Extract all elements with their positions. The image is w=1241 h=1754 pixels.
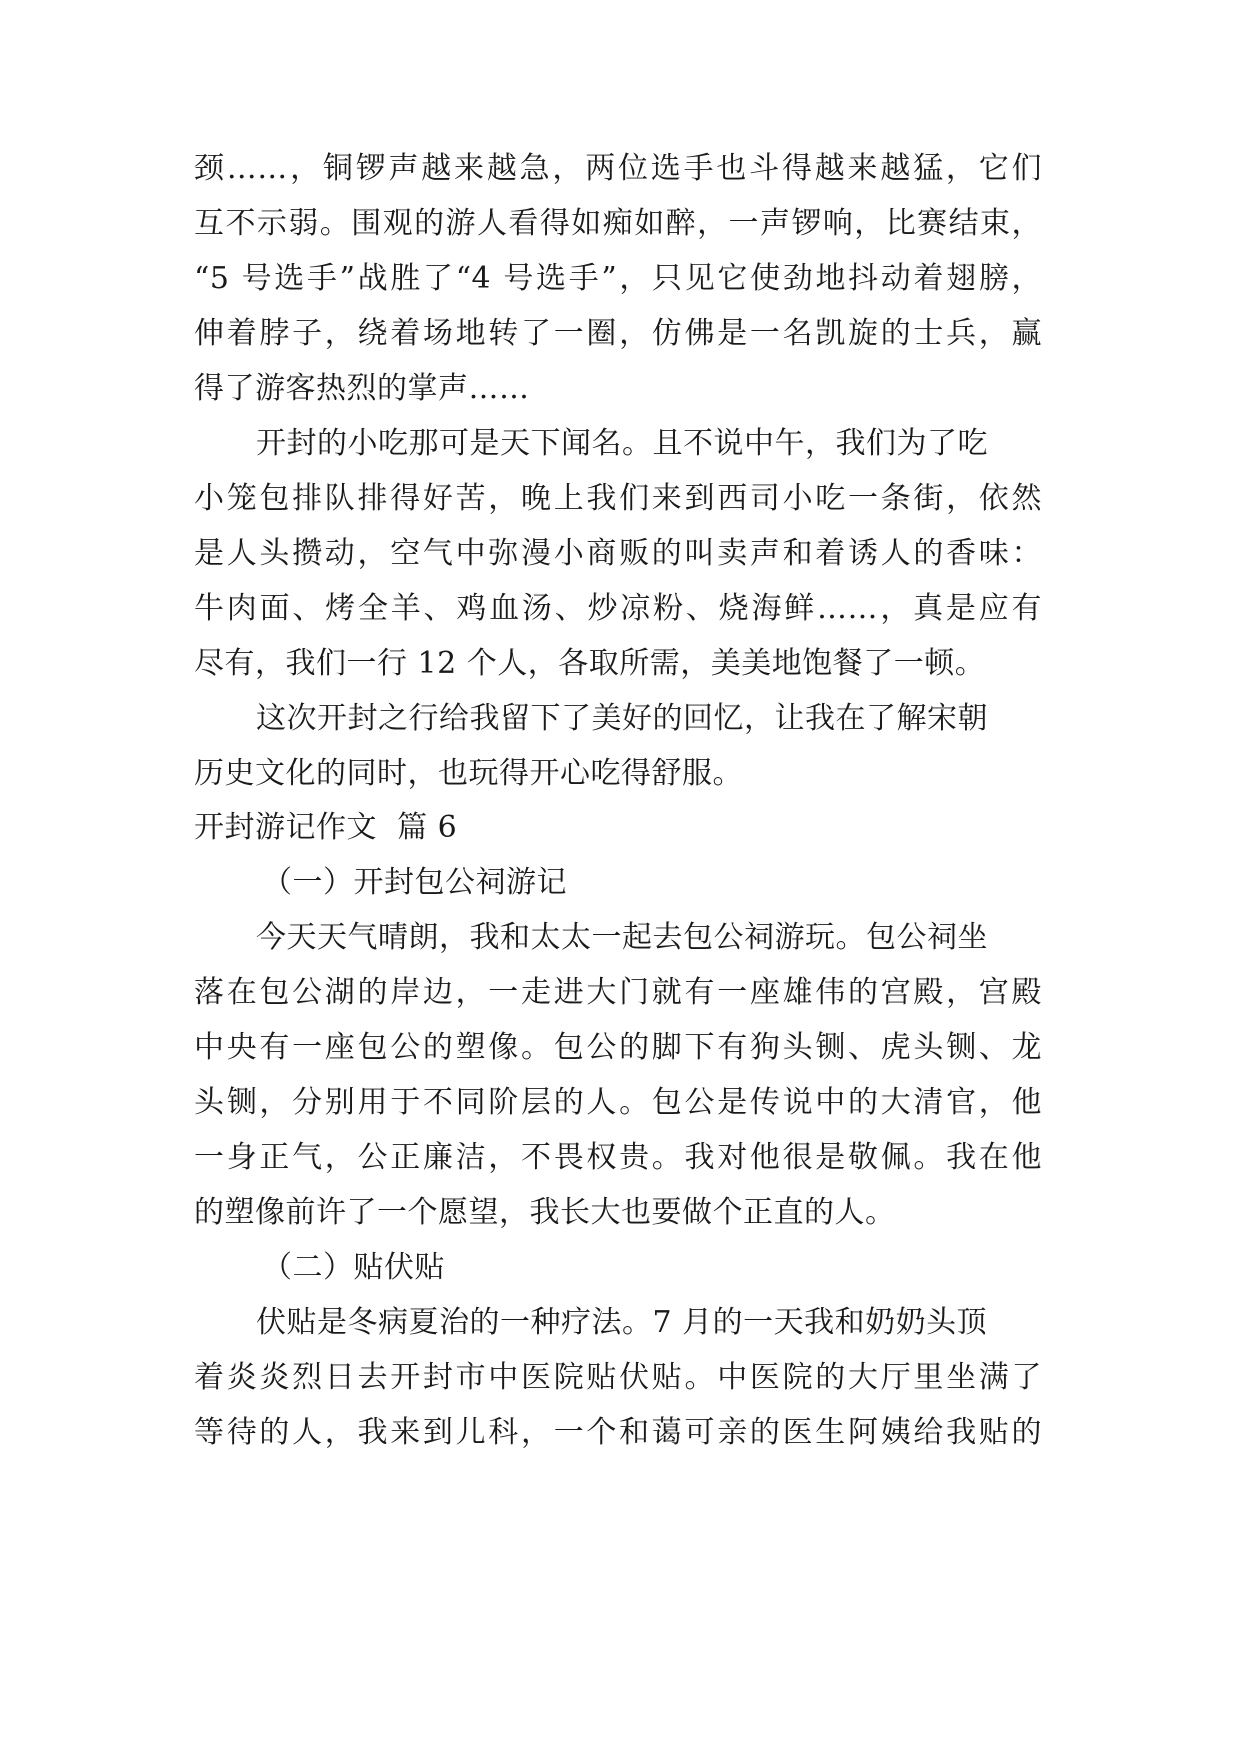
section-title: （二）贴伏贴 — [262, 1250, 445, 1285]
text-line: 颈……，铜锣声越来越急，两位选手也斗得越来越猛，它们 — [194, 151, 1042, 186]
text-line: 这次开封之行给我留下了美好的回忆，让我在了解宋朝 — [256, 701, 988, 736]
text-line: 一身正气，公正廉洁，不畏权贵。我对他很是敬佩。我在他 — [194, 1140, 1042, 1175]
text-line: 尽有，我们一行 12 个人，各取所需，美美地饱餐了一顿。 — [194, 646, 986, 681]
text-line: 得了游客热烈的掌声…… — [194, 371, 530, 406]
text-line: 历史文化的同时，也玩得开心吃得舒服。 — [194, 756, 743, 791]
text-line: 小笼包排队排得好苦，晚上我们来到西司小吃一条街，依然 — [194, 481, 1042, 516]
essay-heading: 开封游记作文 篇 6 — [194, 810, 458, 845]
text-line: 的塑像前许了一个愿望，我长大也要做个正直的人。 — [194, 1195, 896, 1230]
text-line: 伏贴是冬病夏治的一种疗法。7 月的一天我和奶奶头顶 — [256, 1305, 988, 1340]
section-title: （一）开封包公祠游记 — [262, 865, 567, 900]
text-line: 牛肉面、烤全羊、鸡血汤、炒凉粉、烧海鲜……，真是应有 — [194, 591, 1042, 626]
text-line: 是人头攒动，空气中弥漫小商贩的叫卖声和着诱人的香味： — [194, 536, 1042, 571]
text-line: 中央有一座包公的塑像。包公的脚下有狗头铡、虎头铡、龙 — [194, 1030, 1042, 1065]
text-line: 落在包公湖的岸边，一走进大门就有一座雄伟的宫殿，宫殿 — [194, 975, 1042, 1010]
text-line: 等待的人，我来到儿科，一个和蔼可亲的医生阿姨给我贴的 — [194, 1415, 1042, 1450]
text-line: 伸着脖子，绕着场地转了一圈，仿佛是一名凯旋的士兵，赢 — [194, 316, 1042, 351]
text-line: 互不示弱。围观的游人看得如痴如醉，一声锣响，比赛结束， — [194, 206, 1042, 241]
text-line: 开封的小吃那可是天下闻名。且不说中午，我们为了吃 — [256, 426, 988, 461]
text-line: 今天天气晴朗，我和太太一起去包公祠游玩。包公祠坐 — [256, 920, 988, 955]
text-line: 着炎炎烈日去开封市中医院贴伏贴。中医院的大厅里坐满了 — [194, 1360, 1042, 1395]
text-line: “5 号选手”战胜了“4 号选手”，只见它使劲地抖动着翅膀， — [194, 261, 1042, 296]
text-line: 头铡，分别用于不同阶层的人。包公是传说中的大清官，他 — [194, 1085, 1042, 1120]
